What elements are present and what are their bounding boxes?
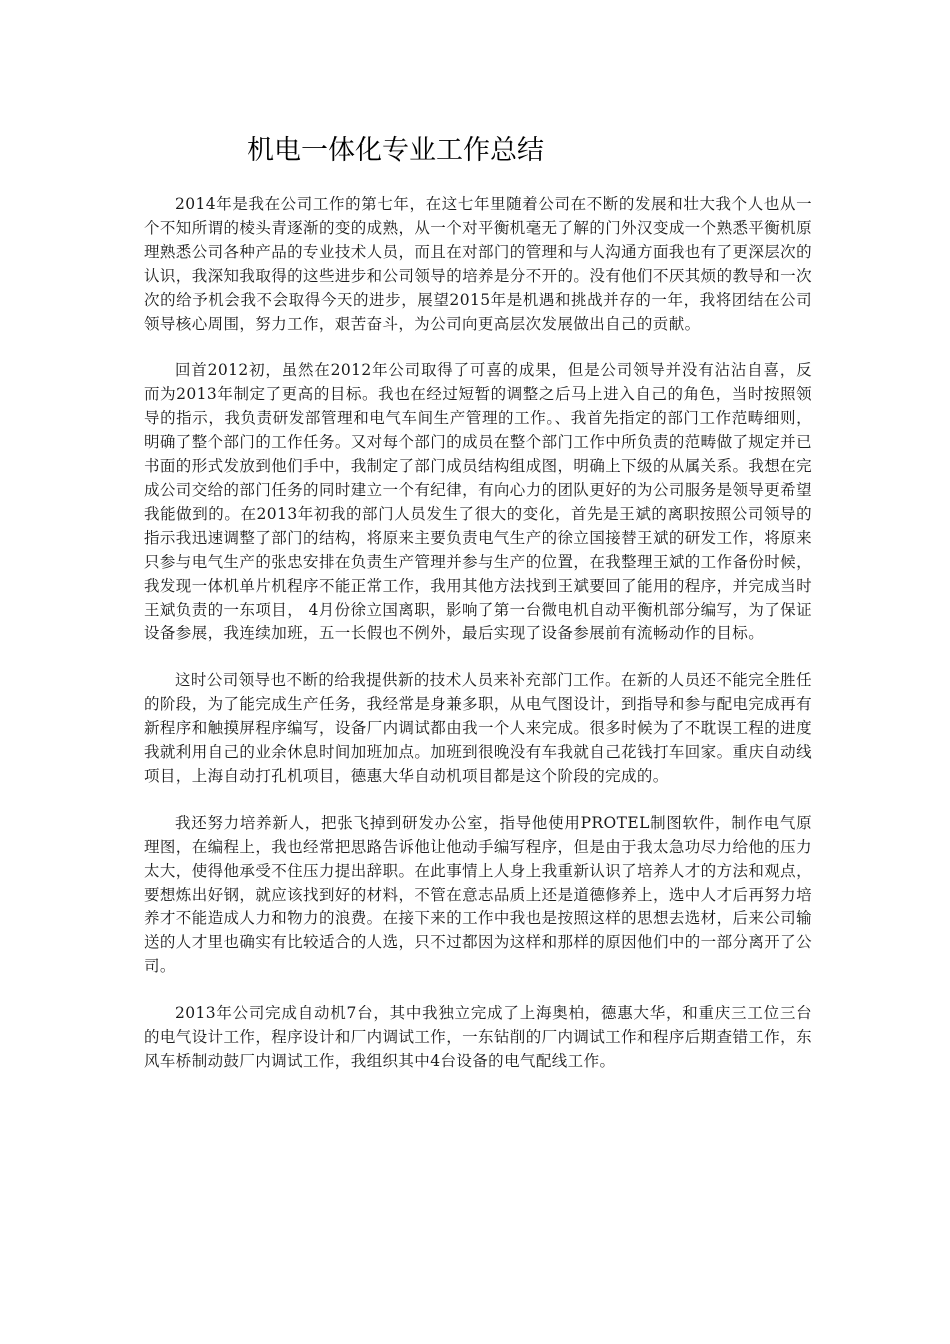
paragraph-4: 我还努力培养新人，把张飞掉到研发办公室，指导他使用PROTEL制图软件，制作电气原理图，在编程上，我也经常把思路告诉他让他动手编写程序，但是由于我太急功尽力给他的压力太大，使得他承受不住压力提出辞职。在此事情上人身上我重新认识了培养人才的方法和观点，要想炼出好钢，就应该找到好的材料，不管在意志品质上还是道德修养上，选中人才后再努力培养才不能造成人力和物力的浪费。在接下来的工作中我也是按照这样的思想去选材，后来公司输送的人才里也确实有比较适合的人选，只不过都因为这样和那样的原因他们中的一部分离开了公司。 [144,813,812,976]
paragraph-3: 这时公司领导也不断的给我提供新的技术人员来补充部门工作。在新的人员还不能完全胜任的阶段，为了能完成生产任务，我经常是身兼多职，从电气图设计，到指导和参与配电完成再有新程序和触摸屏程序编写，设备厂内调试都由我一个人来完成。很多时候为了不耽误工程的进度我就利用自己的业余休息时间加班加点。加班到很晚没有车我就自己花钱打车回家。重庆自动线项目，上海自动打孔机项目，德惠大华自动机项目都是这个阶段的完成的。 [144,671,812,785]
document-body [144,193,812,1097]
paragraph-1: 2014年是我在公司工作的第七年，在这七年里随着公司在不断的发展和壮大我个人也从一个不知所谓的棱头青逐渐的变的成熟，从一个对平衡机毫无了解的门外汉变成一个熟悉平衡机原理熟悉公司各种产品的专业技术人员，而且在对部门的管理和与人沟通方面我也有了更深层次的认识，我深知我取得的这些进步和公司领导的培养是分不开的。没有他们不厌其烦的教导和一次次的给予机会我不会取得今天的进步，展望2015年是机遇和挑战并存的一年，我将团结在公司领导核心周围，努力工作，艰苦奋斗，为公司向更高层次发展做出自己的贡献。 [144,195,812,333]
document-title: 机电一体化专业工作总结 [247,135,544,166]
paragraph-5: 2013年公司完成自动机7台，其中我独立完成了上海奥柏，德惠大华，和重庆三工位三台的电气设计工作，程序设计和厂内调试工作，一东钻削的厂内调试工作和程序后期查错工作，东风车桥制动鼓厂内调试工作，我组织其中4台设备的电气配线工作。 [144,1004,812,1070]
paragraph-2: 回首2012初，虽然在2012年公司取得了可喜的成果，但是公司领导并没有沾沾自喜，反而为2013年制定了更高的目标。我也在经过短暂的调整之后马上进入自己的角色，当时按照领导的指示，我负责研发部管理和电气车间生产管理的工作。、我首先指定的部门工作范畴细则，明确了整个部门的工作任务。又对每个部门的成员在整个部门工作中所负责的范畴做了规定并已书面的形式发放到他们手中，我制定了部门成员结构组成图，明确上下级的从属关系。我想在完成公司交给的部门任务的同时建立一个有纪律，有向心力的团队更好的为公司服务是领导更希望我能做到的。在2013年初我的部门人员发生了很大的变化，首先是王斌的离职按照公司领导的指示我迅速调整了部门的结构，将原来主要负责电气生产的徐立国接替王斌的研发工作，将原来只参与电气生产的张忠安排在负责生产管理并参与生产的位置，在我整理王斌的工作备份时候，我发现一体机单片机程序不能正常工作，我用其他方法找到王斌要回了能用的程序，并完成当时王斌负责的一东项目， 4月份徐立国离职，影响了第一台微电机自动平衡机部分编写，为了保证设备参展，我连续加班，五一长假也不例外，最后实现了设备参展前有流畅动作的目标。 [144,361,812,643]
